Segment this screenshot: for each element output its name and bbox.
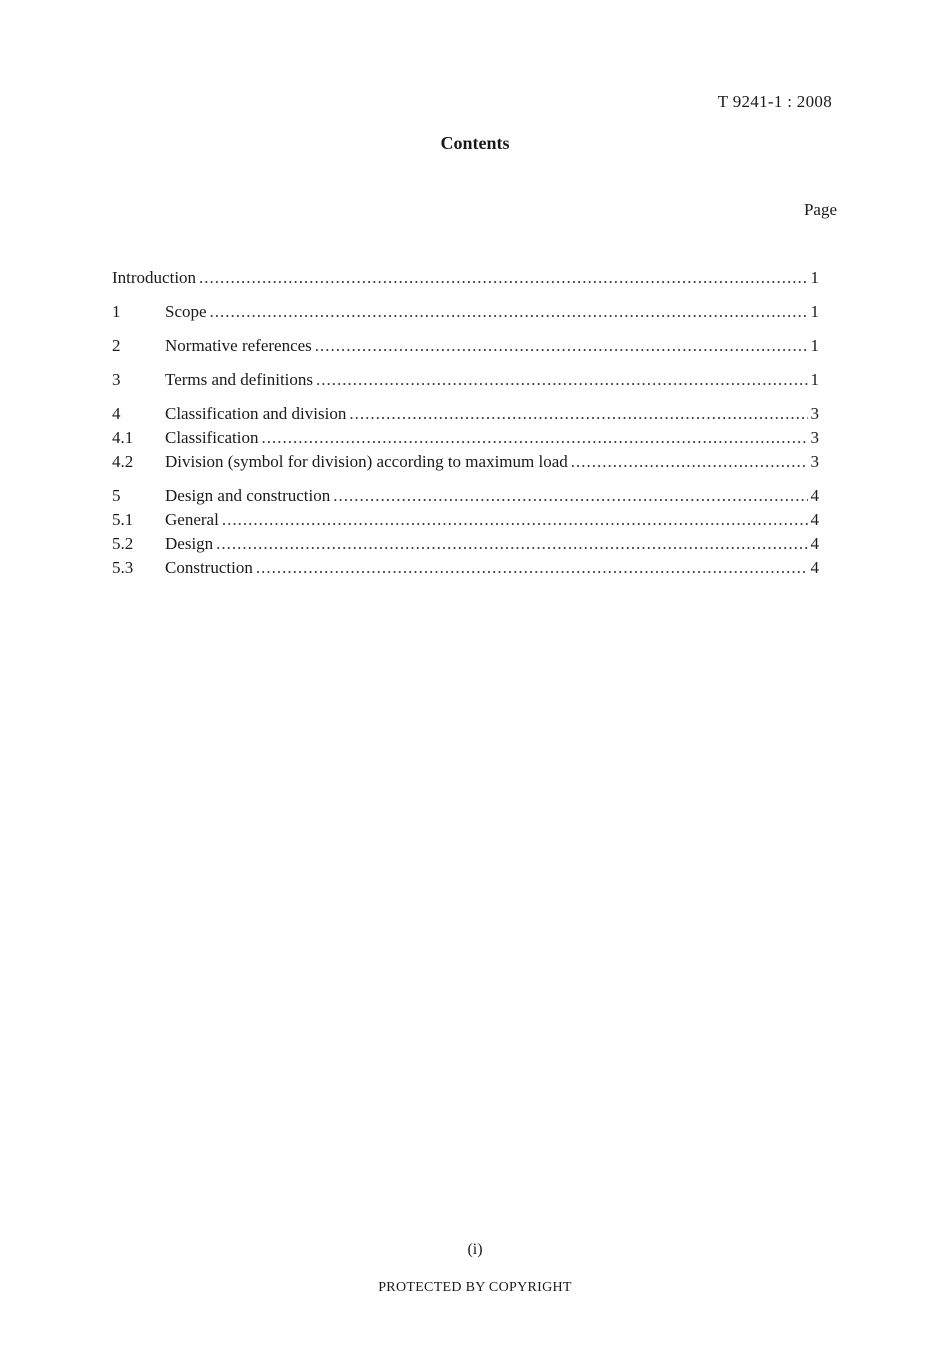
toc-leader-dots [216, 532, 807, 556]
toc-entry-page: 3 [810, 404, 819, 423]
toc-entry-title: Design and construction [165, 486, 331, 505]
toc-entry-classification[interactable] [112, 426, 819, 450]
copyright-notice: PROTECTED BY COPYRIGHT [378, 1280, 572, 1295]
toc-entry-design[interactable] [112, 532, 819, 556]
toc-leader-dots [316, 368, 807, 392]
toc-entry-terms-and-definitions[interactable] [112, 368, 819, 392]
toc-leader-dots [349, 402, 807, 426]
toc-entry-general[interactable] [112, 508, 819, 532]
table-of-contents [112, 266, 819, 580]
toc-entry-page: 3 [810, 452, 819, 471]
toc-entry-title: Normative references [165, 336, 312, 355]
toc-entry-title: Classification and division [165, 404, 347, 423]
toc-entry-introduction[interactable] [112, 266, 819, 290]
toc-entry-title: Division (symbol for division) according to maximum load [165, 452, 568, 471]
toc-entry-page: 4 [810, 486, 819, 505]
toc-leader-dots [571, 450, 808, 474]
toc-leader-dots [315, 334, 808, 358]
toc-entry-page: 3 [810, 428, 819, 447]
toc-entry-number: 3 [112, 370, 121, 389]
toc-entry-scope[interactable] [112, 300, 819, 324]
toc-entry-page: 1 [810, 336, 819, 355]
toc-leader-dots [256, 556, 808, 580]
toc-leader-dots [210, 300, 808, 324]
toc-leader-dots [199, 266, 807, 290]
toc-leader-dots [333, 484, 807, 508]
footer-page-number: (i) [467, 1241, 483, 1258]
toc-entry-page: 4 [810, 558, 819, 577]
toc-entry-title: Scope [165, 302, 207, 321]
toc-entry-number: 5.3 [112, 558, 134, 577]
toc-entry-number: 5.1 [112, 510, 134, 529]
toc-entry-title: Introduction [112, 268, 197, 287]
toc-entry-design-and-construction[interactable] [112, 484, 819, 508]
toc-entry-normative-references[interactable] [112, 334, 819, 358]
page-title: Contents [440, 133, 510, 153]
toc-entry-number: 1 [112, 302, 121, 321]
toc-entry-number: 4.1 [112, 428, 134, 447]
toc-entry-page: 1 [810, 268, 819, 287]
toc-entry-page: 4 [810, 534, 819, 553]
toc-leader-dots [261, 426, 807, 450]
toc-entry-page: 1 [810, 370, 819, 389]
toc-entry-page: 1 [810, 302, 819, 321]
toc-entry-division[interactable] [112, 450, 819, 474]
toc-entry-title: Terms and definitions [165, 370, 314, 389]
toc-entry-title: Construction [165, 558, 253, 577]
toc-entry-classification-and-division[interactable] [112, 402, 819, 426]
toc-entry-page: 4 [810, 510, 819, 529]
toc-entry-number: 5 [112, 486, 121, 505]
toc-entry-construction[interactable] [112, 556, 819, 580]
toc-entry-number: 4 [112, 404, 121, 423]
toc-entry-number: 2 [112, 336, 121, 355]
toc-entry-title: Classification [165, 428, 259, 447]
toc-entry-title: Design [165, 534, 214, 553]
toc-entry-number: 5.2 [112, 534, 134, 553]
page-column-label: Page [803, 200, 837, 219]
toc-entry-title: General [165, 510, 219, 529]
toc-leader-dots [222, 508, 808, 532]
toc-entry-number: 4.2 [112, 452, 134, 471]
document-id: T 9241-1 : 2008 [717, 92, 832, 111]
